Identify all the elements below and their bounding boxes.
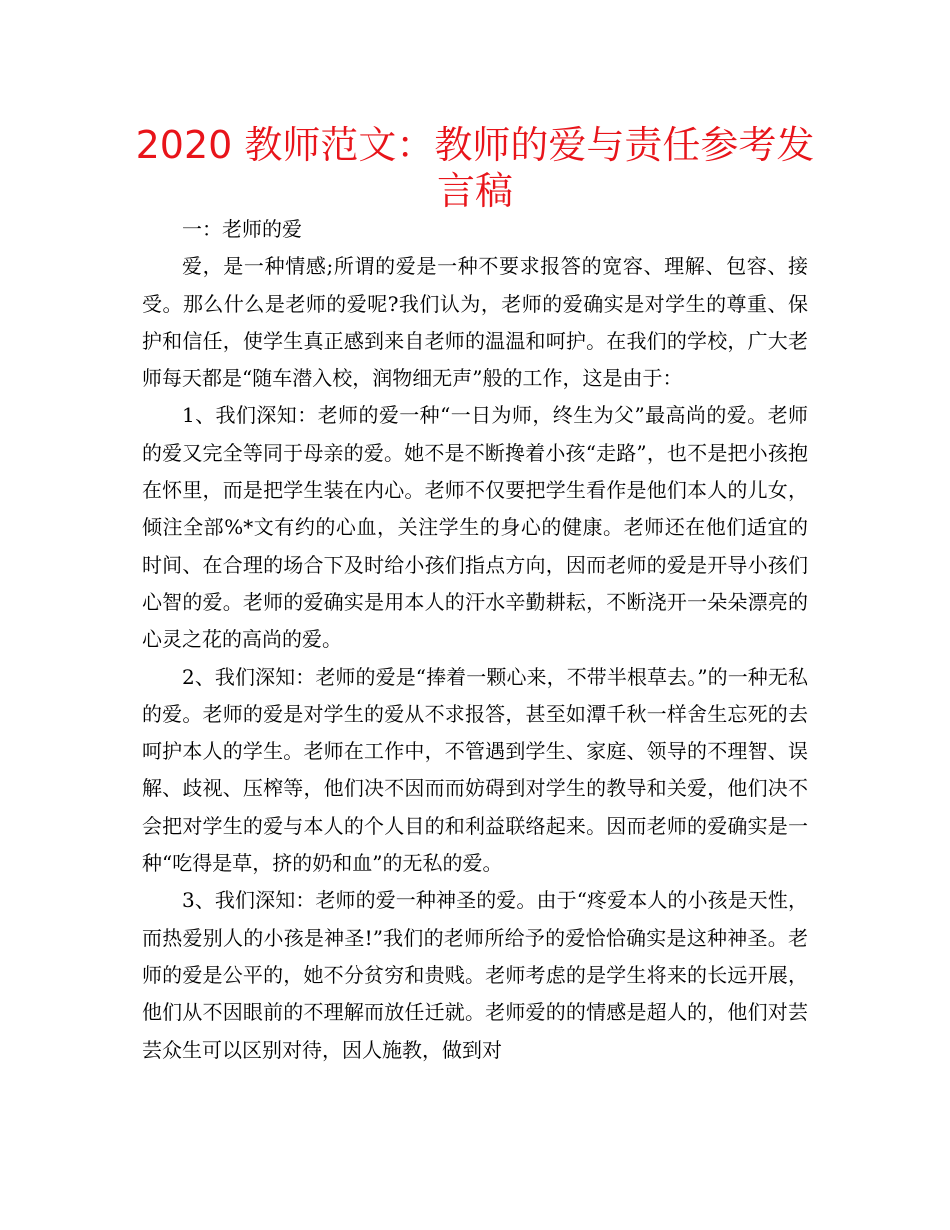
document-body [142,211,808,1069]
paragraph-point-2: 2、我们深知：老师的爱是“捧着一颗心来，不带半根草去。”的一种无私的爱。老师的爱是对学生的爱从不求报答，甚至如潭千秋一样舍生忘死的去呵护本人的学生。老师在工作中，不管遇到学生、家庭、领导的不理智、误解、歧视、压榨等，他们决不因而而妨碍到对学生的教导和关爱，他们决不会把对学生的爱与本人的个人目的和利益联络起来。因而老师的爱确实是一种“吃得是草，挤的奶和血”的无私的爱。 [142,664,808,876]
paragraph-point-1: 1、我们深知：老师的爱一种“一日为师，终生为父”最高尚的爱。老师的爱又完全等同于母亲的爱。她不是不断搀着小孩“走路”，也不是把小孩抱在怀里，而是把学生装在内心。老师不仅要把学生看作是他们本人的儿女，倾注全部%*文有约的心血，关注学生的身心的健康。老师还在他们适宜的时间、在合理的场合下及时给小孩们指点方向，因而老师的爱是开导小孩们心智的爱。老师的爱确实是用本人的汗水辛勤耕耘，不断浇开一朵朵漂亮的心灵之花的高尚的爱。 [142,403,808,652]
section-heading: 一：老师的爱 [182,217,302,241]
paragraph-point-3: 3、我们深知：老师的爱一种神圣的爱。由于“疼爱本人的小孩是天性，而热爱别人的小孩是神圣!”我们的老师所给予的爱恰恰确实是这种神圣。老师的爱是公平的，她不分贫穷和贵贱。老师考虑的是学生将来的长远开展，他们从不因眼前的不理解而放任迁就。老师爱的的情感是超人的，他们对芸芸众生可以区别对待，因人施教，做到对 [142,888,808,1062]
paragraph-intro: 爱，是一种情感;所谓的爱是一种不要求报答的宽容、理解、包容、接受。那么什么是老师的爱呢?我们认为，老师的爱确实是对学生的尊重、保护和信任，使学生真正感到来自老师的温温和呵护。在我们的学校，广大老师每天都是“随车潜入校，润物细无声”般的工作，这是由于： [142,254,808,391]
document-title: 2020 教师范文：教师的爱与责任参考发言稿 [135,123,815,213]
